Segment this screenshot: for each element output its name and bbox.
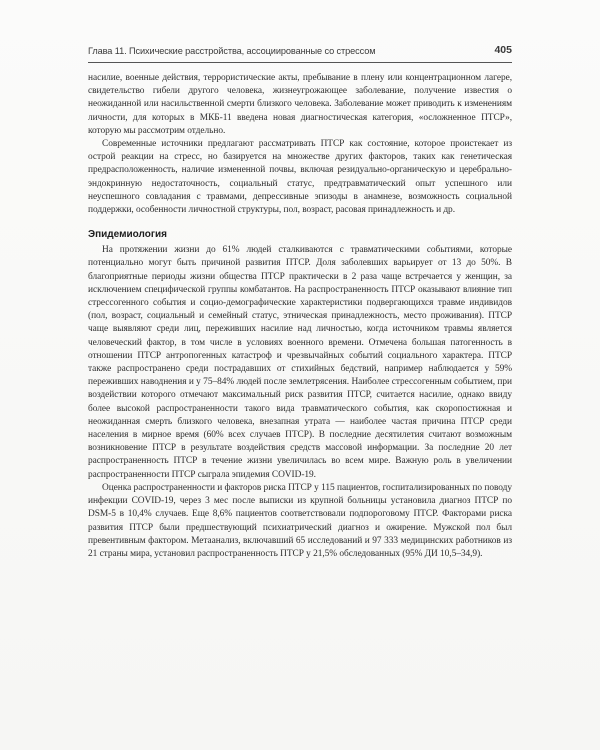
paragraph: насилие, военные действия, террористические акты, пребывание в плену или концентрационном лагере, свидетельство гибели другого человека, жизнеугрожающее заболевание, получение известия о неожиданной или насильственной смерти близкого человека. Заболевание может приводить к изменениям личности, для которых в МКБ-11 введена новая диагностическая категория, «осложненное ПТСР», которую мы рассмотрим отдельно. bbox=[88, 73, 512, 136]
paragraph: Оценка распространенности и факторов риска ПТСР у 115 пациентов, госпитализированных по поводу инфекции COVID-19, через 3 мес после выписки из крупной больницы установила диагноз ПТСР по DSM-5 в 10,4% случаев. Еще 8,6% пациентов соответствовали подпороговому ПТСР. Факторами риска развития ПТСР были предшествующий психиатрический диагноз и ожирение. Мужской пол был превентивным фактором. Метаанализ, включавший 65 исследований и 97 333 медицинских работников из 21 страны мира, установил распространенность ПТСР у 21,5% обследованных (95% ДИ 10,5–34,9). bbox=[88, 482, 512, 559]
section-heading: Эпидемиология bbox=[88, 229, 167, 241]
page-number: 405 bbox=[494, 44, 512, 56]
paragraph: На протяжении жизни до 61% людей сталкиваются с травматическими событиями, которые потенциально могут быть причиной развития ПТСР. Доля заболевших варьирует от 13 до 50%. В благоприятные периоды жизни общества ПТСР практически в 2 раза чаще встречается у женщин, за исключением специфической группы комбатантов. На распространенность ПТСР оказывают влияние тип стрессогенного события и социо-демографические характеристики подвергающихся травме индивидов (пол, возраст, социальный и семейный статус, этническая принадлежность, место проживания). ПТСР чаще выявляют среди лиц, переживших насилие над личностью, когда источником травмы является человеческий фактор, в том числе в условиях военного времени. Отмечена большая патогенность в отношении ПТСР антропогенных катастроф и чрезвычайных событий социального характера. ПТСР также распространено среди пострадавших от стихийных бедствий, например наблюдается у 59% переживших наводнения и у 75–84% людей после землетрясения. Наиболее стрессогенным событием, при воздействии которого отмечают максимальный риск развития ПТСР, считается насилие, однако ввиду более высокой распространенности такого вида травматического события, как скоропостижная и неожиданная смерть близкого человека, внезапная утрата — наиболее частая причина ПТСР среди населения в мирное время (60% всех случаев ПТСР). В последние десятилетия считают возможным возникновение ПТСР в результате воздействия средств массовой информации. За последние 20 лет распространенность ПТСР в течение жизни увеличилась во всем мире. Важную роль в увеличении распространенности ПТСР сыграла эпидемия COVID-19. bbox=[88, 245, 512, 480]
header-rule bbox=[88, 62, 512, 63]
chapter-title: Глава 11. Психические расстройства, ассоциированные со стрессом bbox=[88, 46, 376, 56]
running-header bbox=[88, 44, 512, 60]
text-body bbox=[88, 72, 512, 561]
paragraph: Современные источники предлагают рассматривать ПТСР как состояние, которое проистекает из острой реакции на стресс, но базируется на множестве других факторов, таких как генетическая предрасположенность, наличие измененной почвы, включая резидуально-органическую и церебрально-эндокринную недостаточность, социальный статус, предтравматический опыт успешного или неуспешного совладания с травмами, депрессивные эпизоды в анамнезе, возможность социальной поддержки, особенности личностной структуры, пол, возраст, расовая принадлежность и др. bbox=[88, 139, 512, 216]
